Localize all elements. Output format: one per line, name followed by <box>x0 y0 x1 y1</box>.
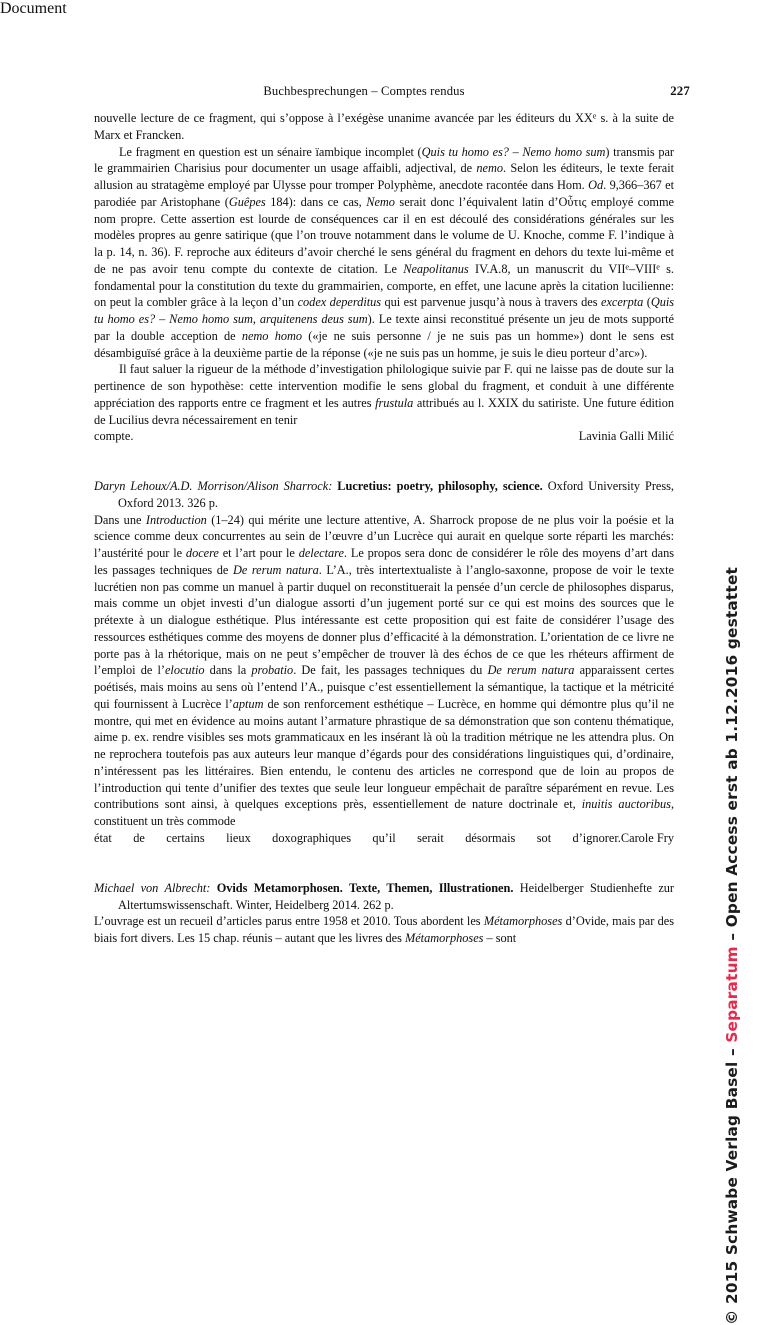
book-authors: Daryn Lehoux/A.D. Morrison/Alison Sharrock: <box>94 479 333 494</box>
text-run: , constituent un très commode <box>94 797 675 829</box>
running-head-title: Buchbesprechungen – Comptes rendus <box>263 84 465 98</box>
paragraph-fragment-analysis <box>94 144 674 362</box>
latin-term: aptum <box>232 696 264 711</box>
review-lucilius <box>94 110 674 462</box>
work-title: Métamorphoses <box>404 931 484 946</box>
latin-phrase: inuitis auctoribus <box>581 797 671 812</box>
superscript-ordinal: e <box>625 262 630 272</box>
text-run: ) transmis par le grammairien Charisius pour documenter un usage affaibli, adjectival, de <box>94 144 674 176</box>
work-title: Guêpes <box>228 194 266 209</box>
work-title: Métamorphoses <box>483 914 563 929</box>
latin-term: codex deperditus <box>297 295 382 310</box>
text-run: . L’A., très intertextualiste à l’anglo-saxonne, propose de voir le texte lucrétien non pas comme un manuel à partir duquel on reconstituerait la pensée d’un cercle de philosophes disparus, mais comme un objet investi d’un dialogue assorti d’un jugement porté sur ce qui est moins des sources que le prétexte à un dialogue esthétique. Plus intéressante est cette proposition qui est faite de considérer l’usage des ressources esthétiques comme des moyens de donner plus d’efficacité à la démonstration. L’orientation de ce livre ne porte pas à la rhétorique, mais on ne peut s’empêcher de trouver là des échos de ce que les rhéteurs affirment de l’emploi de l’ <box>94 562 674 678</box>
text-run: compte. <box>94 429 134 444</box>
text-run: 184): dans ce cas, <box>265 194 367 209</box>
text-run: ). Le texte ainsi reconstitué présente un jeu de mots supporté par la double acception de <box>94 312 674 343</box>
latin-term: excerpta <box>601 295 644 310</box>
paragraph-continued <box>94 110 674 144</box>
latin-term: probatio <box>251 663 294 678</box>
review-heading <box>94 478 674 512</box>
text-run: serait donc l’équivalent latin d’Οὖτις employé comme nom propre. Cette assertion est lourde de conséquences car il en est découlé des considérations générales sur les modèles propres au genre satirique (que l’on trouve notamment dans le volume de U. Knoche, comme F. l’indique à la p. 14, n. 36). F. reproche aux éditeurs d’avoir cherché le sens général du fragment en dehors du texte lui-même et de ne pas avoir tenu compte du contexte de citation. Le <box>94 194 674 276</box>
book-authors: Michael von Albrecht: <box>94 880 211 895</box>
work-title: De rerum natura <box>232 562 319 577</box>
open-access-stamp-text <box>723 567 741 1325</box>
text-run: nouvelle lecture de ce fragment, qui s’oppose à l’exégèse unanime avancée par les éditeurs du XX <box>94 111 593 125</box>
text-run: IV.A.8, un manuscrit du VII <box>468 261 626 276</box>
book-imprint: Oxford University Press, Oxford 2013. 326 p. <box>118 479 674 510</box>
work-title: De rerum natura <box>487 663 575 678</box>
text-run: ( <box>643 295 651 310</box>
text-run: apparaissent certes poétisés, mais moins au sens où l’entend l’A., puisque c’est essentiellement la sémantique, la tactique et la métricité qui fournissent à Lucrèce l’ <box>94 663 674 711</box>
text-run: attribués au l. XXIX du satiriste. Une future édition de Lucilius devra nécessairement en tenir <box>94 395 674 427</box>
latin-quote: Quis tu homo es? – Nemo homo sum, arquitenens deus sum <box>94 295 675 326</box>
review-ovid <box>94 880 674 947</box>
latin-term: Nemo <box>366 194 395 209</box>
review-heading <box>94 880 674 914</box>
text-run: . Le propos sera donc de considérer le rôle des moyens d’art dans les passages techniques de <box>94 546 674 577</box>
text-run: Le fragment en question est un sénaire ïambique incomplet ( <box>119 144 422 159</box>
text-column <box>94 110 674 947</box>
copyright-text: © 2015 Schwabe Verlag Basel – <box>723 1042 741 1325</box>
review-body <box>94 512 674 830</box>
reviewer-signature: Lavinia Galli Milić <box>578 429 674 444</box>
latin-quote: Quis tu homo es? – Nemo homo sum <box>421 144 606 159</box>
superscript-ordinal: e <box>592 111 597 121</box>
text-run: («je ne suis personne / je ne suis pas un homme») dont le sens est désambiguïsé grâce à la deuxième partie de la réponse («je ne suis pas un homme, je suis le dieu porteur d’arc»). <box>94 328 675 360</box>
latin-term: elocutio <box>164 663 205 678</box>
text-run: et l’art pour le <box>218 546 299 561</box>
text-run: . 9,366–367 et parodiée par Aristophane ( <box>94 178 674 209</box>
text-run: état de certains lieux doxographiques qu’il serait désormais sot d’ignorer. <box>94 830 621 845</box>
access-text: – Open Access erst ab 1.12.2016 gestattet <box>723 566 741 947</box>
review-lucretius <box>94 478 674 863</box>
superscript-ordinal: e <box>656 262 660 272</box>
text-run: s. fondamental pour la constitution du texte du grammairien, comporte, en effet, une lacune après la citation lucilienne: on peut la combler grâce à la leçon d’un <box>94 261 674 310</box>
text-run: de son renforcement esthétique – Lucrèce, en homme qui démontre plus qu’il ne montre, qui met en évidence au moins autant l’armature phrastique de sa démonstration que son contenu thématique, aime p. ex. rendre visibles ses mots grammaticaux en les insérant là où la tradition métrique ne les attendra plus. On ne reprochera toutefois pas aux auteurs leur manque d’égards pour des considérations linguistiques qui, d’ordinaire, n’intéressent pas les littéraires. Bien entendu, le contenu des articles ne correspond que de loin au propos de l’introduction qui tente d’unifier des textes que seule leur longueur empêchait de paraître séparément en revue. Les contributions sont ainsi, à quelques exceptions près, essentiellement de nature doctrinale et, <box>94 696 675 812</box>
latin-term: frustula <box>375 395 414 410</box>
text-run: d’Ovide, mais par des biais fort divers. Les 15 chap. réunis – autant que les livres des <box>94 914 674 946</box>
text-run: – sont <box>483 931 517 946</box>
text-run: s. à la suite de Marx et Francken. <box>94 111 674 142</box>
signature-line <box>94 830 674 864</box>
text-run: L’ouvrage est un recueil d’articles parus entre 1958 et 2010. Tous abordent les <box>94 914 484 929</box>
reviewer-signature: Carole Fry <box>620 830 674 845</box>
text-run: –VIII <box>629 261 657 276</box>
paragraph-conclusion <box>94 361 674 428</box>
review-body <box>94 913 674 947</box>
text-run: dans la <box>204 663 252 678</box>
signature-line <box>94 428 674 462</box>
text-run: Il faut saluer la rigueur de la méthode d’investigation philologique suivie par F. qui ne laisse pas de doute sur la pertinence de son hypothèse: cette intervention modifie le sens global du fragment, et conduit à une différente appréciation des rapports entre ce fragment et les autres <box>94 362 674 410</box>
text-run: . De fait, les passages techniques du <box>293 663 488 678</box>
open-access-stamp <box>723 37 756 1325</box>
latin-term: nemo <box>476 161 504 176</box>
text-run: qui est parvenue jusqu’à nous à travers des <box>381 295 601 310</box>
latin-term: docere <box>185 546 219 561</box>
book-title: Ovids Metamorphosen. Texte, Themen, Illustrationen. <box>216 880 514 895</box>
latin-term: delectare <box>298 546 344 561</box>
text-run: . Selon les éditeurs, le texte ferait allusion au stratagème employé par Ulysse pour tromper Polyphème, anecdote racontée dans Hom. <box>94 161 674 192</box>
separatum-label: Separatum <box>723 946 741 1043</box>
text-run: (1–24) qui mérite une lecture attentive, A. Sharrock propose de ne plus voir la poésie et la science comme deux concurrentes au sein de l’œuvre d’un Lucrèce qui aurait en quelque sorte réparti les marchés: l’austérité pour le <box>94 512 674 561</box>
manuscript-name: Neapolitanus <box>403 261 469 276</box>
text-run: Dans une <box>94 512 146 527</box>
book-imprint: Heidelberger Studienhefte zur Altertumswissenschaft. Winter, Heidelberg 2014. 262 p. <box>118 880 674 912</box>
section-title: Introduction <box>145 512 207 527</box>
page-number: 227 <box>670 84 690 98</box>
work-abbrev: Od <box>588 178 604 192</box>
book-title: Lucretius: poetry, philosophy, science. <box>337 479 543 494</box>
latin-term: nemo homo <box>241 328 303 343</box>
running-head <box>94 84 690 104</box>
